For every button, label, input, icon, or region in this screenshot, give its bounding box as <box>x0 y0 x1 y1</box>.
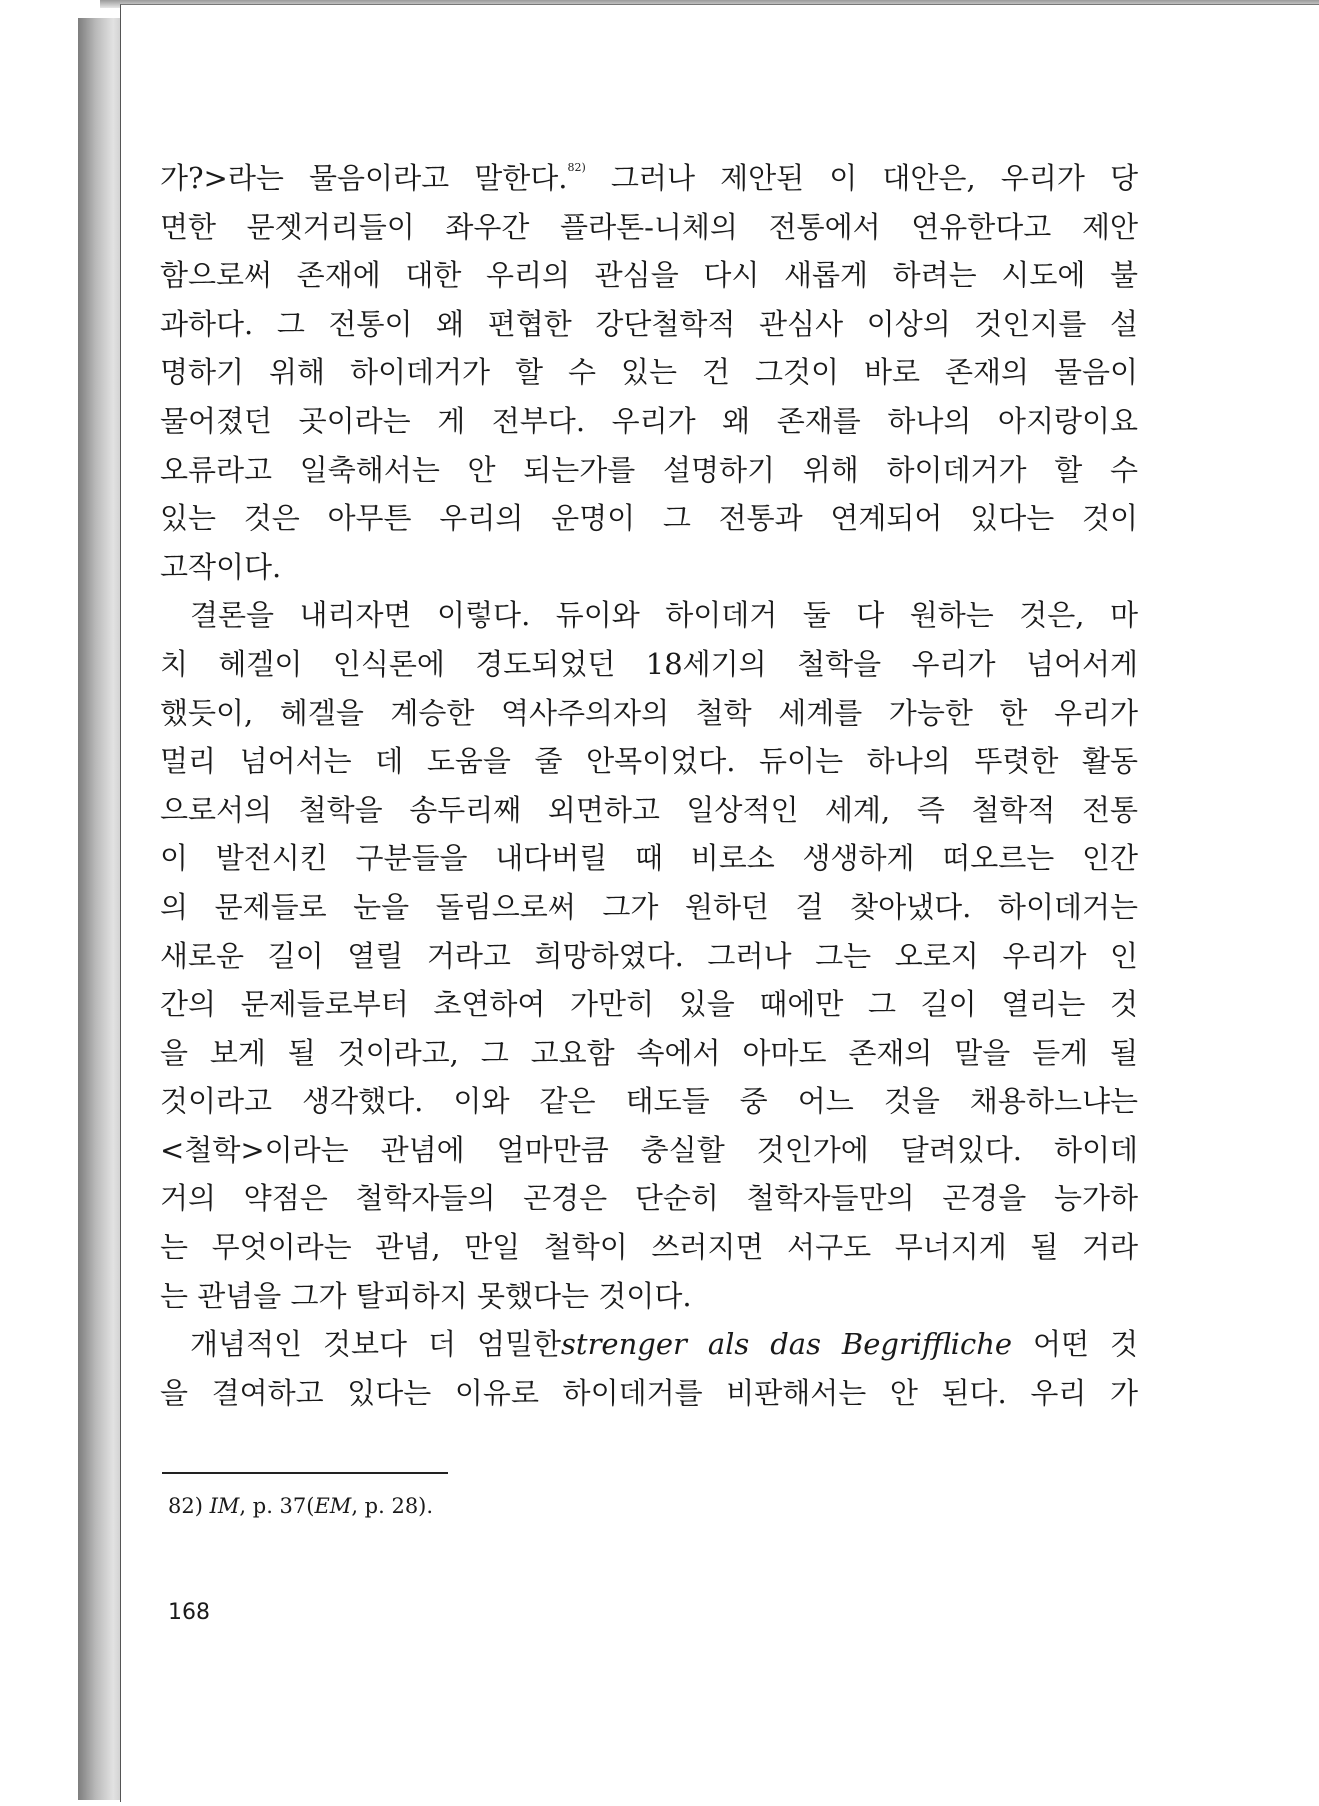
text-line: 과하다. 그 전통이 왜 편협한 강단철학적 관심사 이상의 것인지를 설 <box>160 306 1138 341</box>
text-line: 면한 문젯거리들이 좌우간 플라톤-니체의 전통에서 연유한다고 제안 <box>160 209 1138 244</box>
footnote-abbrev-im: IM <box>209 1494 240 1518</box>
text-line: 는 관념을 그가 탈피하지 못했다는 것이다. <box>160 1278 692 1313</box>
text-line: 을 결여하고 있다는 이유로 하이데거를 비판해서는 안 된다. 우리 가 <box>160 1375 1138 1410</box>
text-line: 물어졌던 곳이라는 게 전부다. 우리가 왜 존재를 하나의 아지랑이요 <box>160 403 1138 438</box>
footnote-number: 82) <box>168 1494 210 1518</box>
book-spine-edge <box>78 18 122 1800</box>
text-line: 함으로써 존재에 대한 우리의 관심을 다시 새롭게 하려는 시도에 불 <box>160 258 1138 293</box>
footnote-marker[interactable]: 82) <box>567 161 586 174</box>
body-text <box>160 154 1138 1417</box>
footnote-abbrev-em: EM <box>314 1494 352 1518</box>
text-line: 거의 약점은 철학자들의 곤경은 단순히 철학자들만의 곤경을 능가하 <box>160 1181 1138 1216</box>
paragraph-2 <box>160 591 1138 1320</box>
text-line: 이 발전시킨 구분들을 내다버릴 때 비로소 생생하게 떠오르는 인간 <box>160 841 1138 876</box>
page-number: 168 <box>168 1600 210 1625</box>
text-span: 개념적인 것보다 더 엄밀한 <box>190 1327 562 1362</box>
text-line: 간의 문제들로부터 초연하여 가만히 있을 때에만 그 길이 열리는 것 <box>160 987 1138 1022</box>
text-span: , p. 28). <box>351 1494 434 1518</box>
text-line: 있는 것은 아무튼 우리의 운명이 그 전통과 연계되어 있다는 것이 <box>160 501 1138 536</box>
text-line <box>160 1320 1138 1369</box>
footnote-82 <box>168 1494 433 1518</box>
text-line: 의 문제들로 눈을 돌림으로써 그가 원하던 걸 찾아냈다. 하이데거는 <box>160 889 1138 924</box>
text-line: 으로서의 철학을 송두리째 외면하고 일상적인 세계, 즉 철학적 전통 <box>160 792 1138 827</box>
text-line: 했듯이, 헤겔을 계승한 역사주의자의 철학 세계를 가능한 한 우리가 <box>160 695 1138 730</box>
text-span: 그러나 제안된 이 대안은, 우리가 당 <box>585 161 1138 195</box>
text-span: , p. 37( <box>239 1494 315 1518</box>
paragraph-3 <box>160 1320 1138 1417</box>
text-span: 가?>라는 물음이라고 말한다. <box>160 161 568 195</box>
german-term: strenger als das Begriffliche <box>561 1327 1013 1362</box>
text-line: 고작이다. <box>160 549 282 584</box>
text-line: 을 보게 될 것이라고, 그 고요함 속에서 아마도 존재의 말을 듣게 될 <box>160 1035 1138 1070</box>
text-line: <철학>이라는 관념에 얼마만큼 충실할 것인가에 달려있다. 하이데 <box>160 1132 1138 1167</box>
footnote-divider <box>162 1472 448 1474</box>
text-line: 결론을 내리자면 이렇다. 듀이와 하이데거 둘 다 원하는 것은, 마 <box>190 598 1138 633</box>
text-line: 것이라고 생각했다. 이와 같은 태도들 중 어느 것을 채용하느냐는 <box>160 1084 1138 1119</box>
text-line <box>160 154 1138 203</box>
text-line: 새로운 길이 열릴 거라고 희망하였다. 그러나 그는 오로지 우리가 인 <box>160 938 1138 973</box>
text-line: 오류라고 일축해서는 안 되는가를 설명하기 위해 하이데거가 할 수 <box>160 452 1138 487</box>
paragraph-1 <box>160 154 1138 591</box>
text-line: 는 무엇이라는 관념, 만일 철학이 쓰러지면 서구도 무너지게 될 거라 <box>160 1230 1138 1265</box>
text-line: 명하기 위해 하이데거가 할 수 있는 건 그것이 바로 존재의 물음이 <box>160 355 1138 390</box>
text-line: 치 헤겔이 인식론에 경도되었던 18세기의 철학을 우리가 넘어서게 <box>160 646 1138 681</box>
text-span: 어떤 것 <box>1012 1327 1138 1362</box>
text-line: 멀리 넘어서는 데 도움을 줄 안목이었다. 듀이는 하나의 뚜렷한 활동 <box>160 744 1138 779</box>
